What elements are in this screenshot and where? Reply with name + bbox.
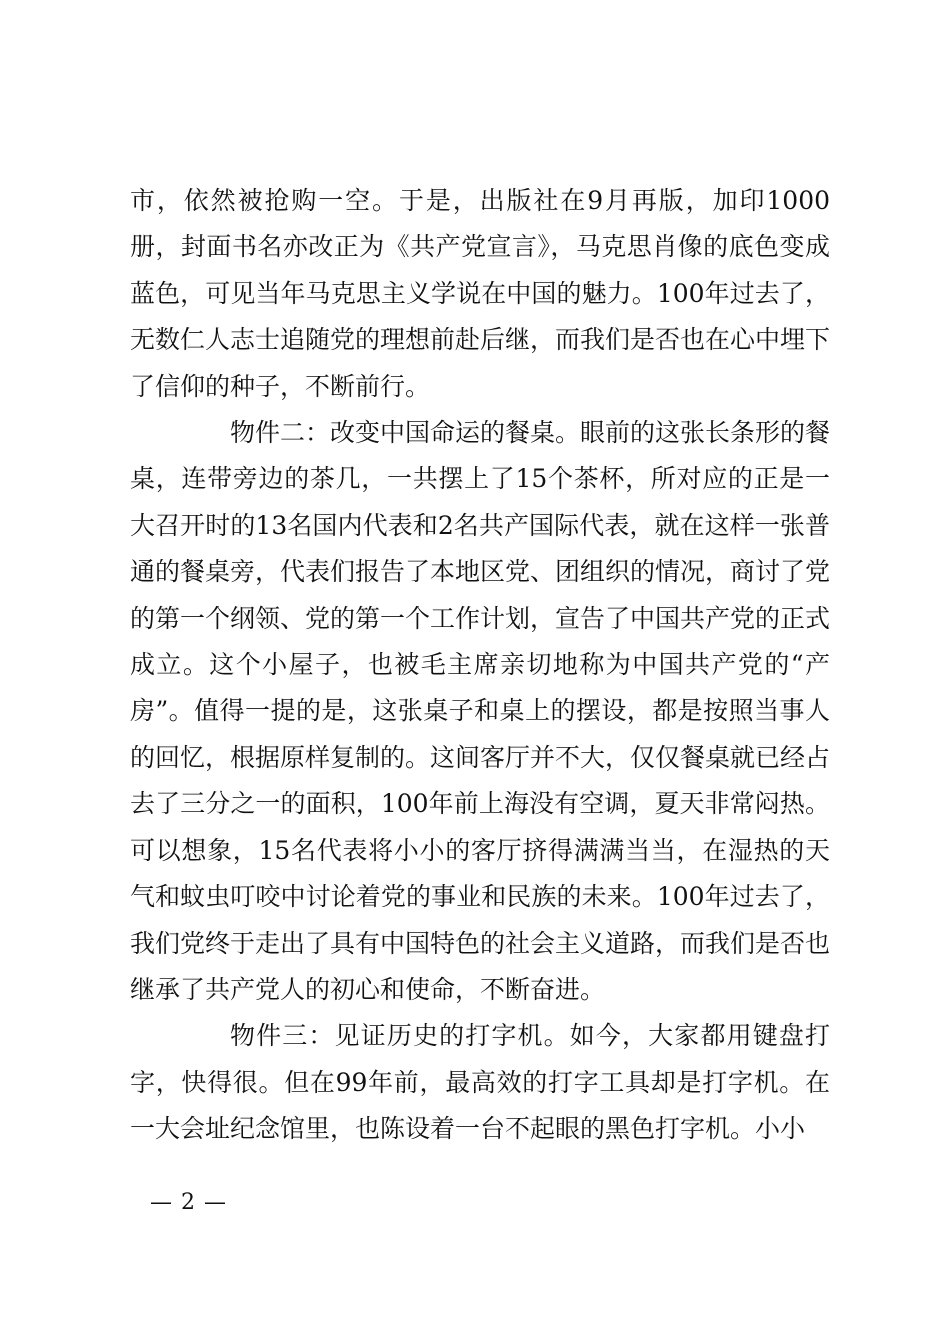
paragraph-continuation: 市，依然被抢购一空。于是，出版社在9月再版，加印1000册，封面书名亦改正为《共产党宣言》，马克思肖像的底色变成蓝色，可见当年马克思主义学说在中国的魅力。100年过去了，无数仁人志士追随党的理想前赴后继，而我们是否也在心中埋下了信仰的种子，不断前行。 (130, 186, 831, 401)
page-number: — 2 — (150, 1190, 227, 1215)
paragraph-item-two: 物件二：改变中国命运的餐桌。眼前的这张长条形的餐桌，连带旁边的茶几，一共摆上了15个茶杯，所对应的正是一大召开时的13名国内代表和2名共产国际代表，就在这样一张普通的餐桌旁，代表们报告了本地区党、团组织的情况，商讨了党的第一个纲领、党的第一个工作计划，宣告了中国共产党的正式成立。这个小屋子，也被毛主席亲切地称为中国共产党的“产房”。值得一提的是，这张桌子和桌上的摆设，都是按照当事人的回忆，根据原样复制的。这间客厅并不大，仅仅餐桌就已经占去了三分之一的面积，100年前上海没有空调，夏天非常闷热。可以想象，15名代表将小小的客厅挤得满满当当，在湿热的天气和蚊虫叮咬中讨论着党的事业和民族的未来。100年过去了，我们党终于走出了具有中国特色的社会主义道路，而我们是否也继承了共产党人的初心和使命，不断奋进。 (130, 418, 831, 1004)
body-text (130, 178, 830, 1153)
paragraph-item-three: 物件三：见证历史的打字机。如今，大家都用键盘打字，快得很。但在99年前，最高效的打字工具却是打字机。在一大会址纪念馆里，也陈设着一台不起眼的黑色打字机。小小 (130, 1021, 830, 1144)
